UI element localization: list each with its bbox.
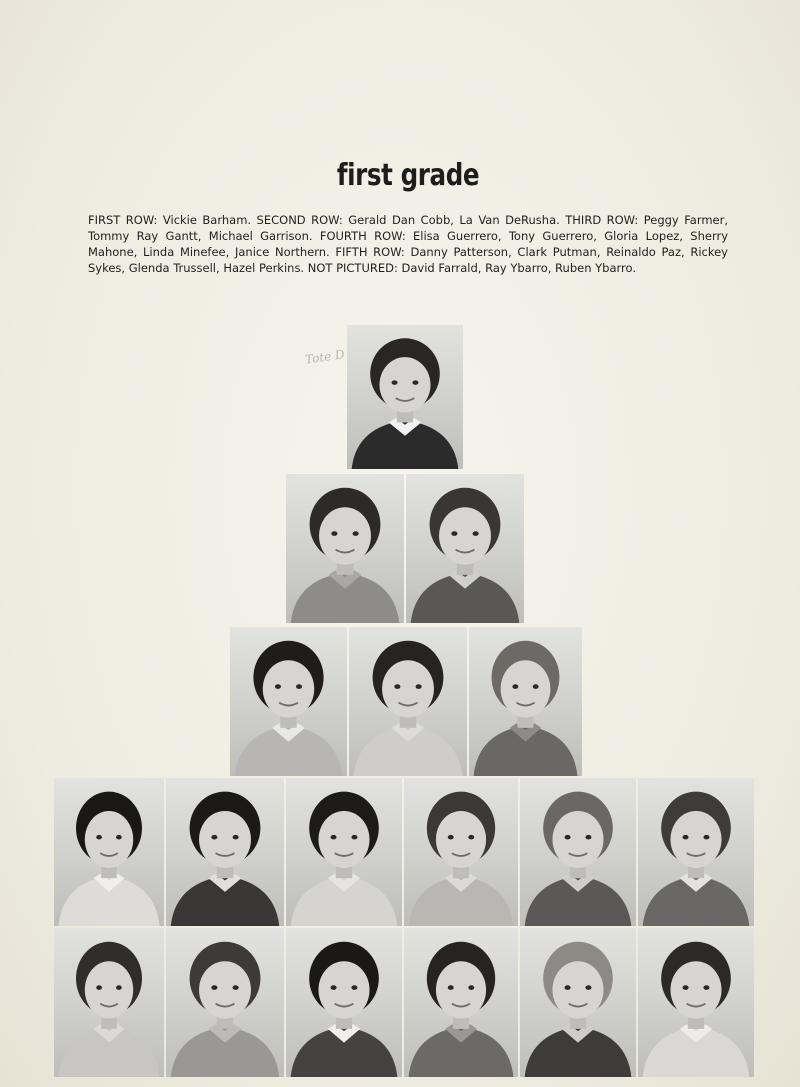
portrait-eye [585,835,591,840]
portrait-eye [451,531,457,536]
portrait-silhouette [638,778,754,926]
student-photo [638,778,754,926]
portrait-silhouette [349,627,467,776]
student-photo [166,778,284,926]
student-photo [347,325,463,469]
portrait-eye [565,985,571,990]
portrait-eye [565,835,571,840]
portrait-eye [233,985,239,990]
portrait-eye [211,835,217,840]
portrait-silhouette [286,474,404,623]
portrait-eye [351,985,357,990]
pencil-note: Tote D [304,347,346,367]
portrait-silhouette [469,627,582,776]
student-photo [54,778,164,926]
portrait-eye [683,985,689,990]
portrait-silhouette [520,778,636,926]
portrait-face [501,660,551,717]
portrait-silhouette [347,325,463,469]
portrait-face [382,660,434,717]
portrait-eye [392,380,398,384]
caption-text: FIRST ROW: Vickie Barham. SECOND ROW: Gerald Dan Cobb, La Van DeRusha. THIRD ROW: Peggy Farmer, Tommy Ray Gantt, Michael Garrison. FOURTH ROW: Elisa Guerrero, Tony Guerrero, Gloria Lopez, Sherry Mahone, Linda Minefee, Janice Northern. FIFTH ROW: Danny Patterson, Clark Putman, Reinaldo Paz, Rickey Sykes, Glenda Trussell, Hazel Perkins. NOT PICTURED: David Farrald, Ray Ybarro, Ruben Ybarro. [88,213,728,275]
portrait-face [199,961,251,1018]
student-photo [520,928,636,1077]
portrait-face [436,811,486,868]
student-photo [404,778,518,926]
portrait-eye [96,835,102,840]
student-photo [638,928,754,1077]
portrait-silhouette [404,778,518,926]
portrait-eye [533,684,539,689]
portrait-face [85,811,133,868]
portrait-eye [416,684,422,689]
portrait-eye [331,531,337,536]
portrait-eye [116,985,122,990]
portrait-eye [703,835,709,840]
student-photo [286,928,402,1077]
student-photo [286,778,402,926]
portrait-eye [296,684,302,689]
portrait-silhouette [166,928,284,1077]
portrait-face [436,961,486,1018]
portrait-face [318,811,369,868]
student-photo [230,627,347,776]
portrait-silhouette [54,928,164,1077]
student-photo [406,474,524,623]
portrait-eye [331,835,337,840]
portrait-face [85,961,133,1018]
portrait-eye [211,985,217,990]
portrait-eye [448,835,454,840]
portrait-eye [703,985,709,990]
page-title: first grade [336,158,480,193]
student-photo [404,928,518,1077]
portrait-face [552,961,603,1018]
portrait-eye [585,985,591,990]
portrait-face [670,811,721,868]
portrait-silhouette [286,928,402,1077]
portrait-silhouette [166,778,284,926]
portrait-eye [468,835,474,840]
portrait-eye [275,684,281,689]
student-photo [469,627,582,776]
portrait-eye [353,531,359,536]
portrait-eye [96,985,102,990]
portrait-face [439,507,491,564]
portrait-eye [351,835,357,840]
portrait-eye [468,985,474,990]
portrait-eye [512,684,518,689]
portrait-silhouette [520,928,636,1077]
student-photo [520,778,636,926]
portrait-silhouette [54,778,164,926]
portrait-eye [473,531,479,536]
portrait-silhouette [286,778,402,926]
portrait-eye [683,835,689,840]
portrait-eye [331,985,337,990]
portrait-silhouette [406,474,524,623]
portrait-face [318,961,369,1018]
portrait-face [552,811,603,868]
portrait-silhouette [230,627,347,776]
portrait-face [319,507,371,564]
student-photo [286,474,404,623]
portrait-silhouette [638,928,754,1077]
student-photo [349,627,467,776]
portrait-eye [412,380,418,384]
portrait-eye [233,835,239,840]
portrait-eye [448,985,454,990]
portrait-face [199,811,251,868]
portrait-face [263,660,314,717]
student-photo [54,928,164,1077]
portrait-silhouette [404,928,518,1077]
portrait-face [379,357,430,412]
portrait-eye [394,684,400,689]
student-photo [166,928,284,1077]
portrait-face [670,961,721,1018]
portrait-eye [116,835,122,840]
